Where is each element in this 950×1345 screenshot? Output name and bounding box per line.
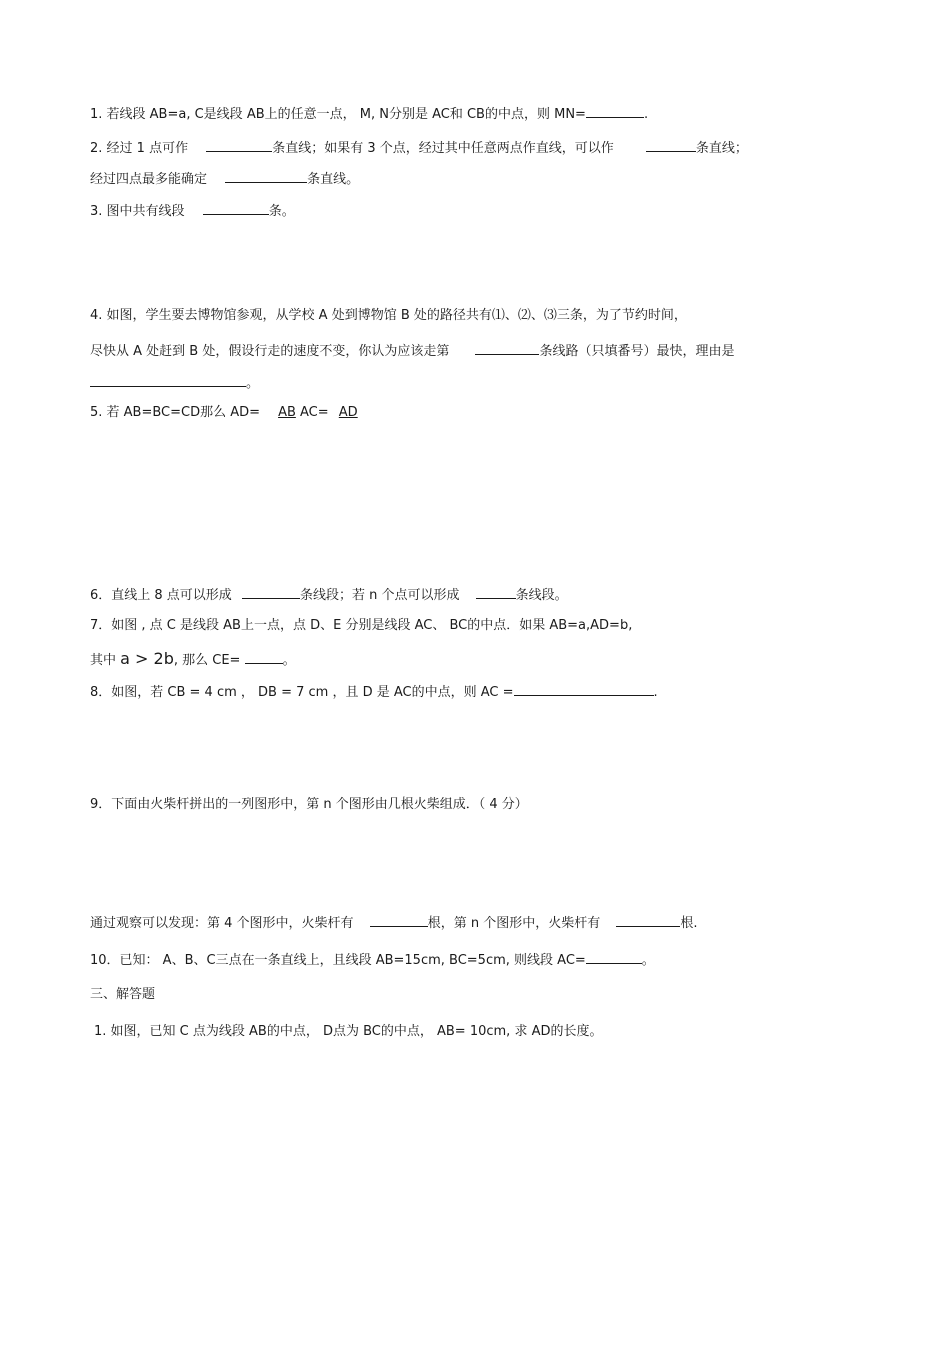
- q7-line2-a: 其中: [90, 653, 121, 668]
- q10-b: 。: [641, 953, 655, 968]
- q6-blank-1[interactable]: [242, 584, 300, 599]
- q10-blank[interactable]: [586, 949, 642, 964]
- q4-line2-b: 条线路（只填番号）最快，理由是: [539, 344, 735, 359]
- q8-tail: .: [653, 685, 658, 700]
- q3-a: 3. 图中共有线段: [90, 204, 185, 219]
- q5-b: AC=: [295, 405, 333, 420]
- q2-line1-a: 2. 经过 1 点可作: [90, 141, 189, 156]
- q9-text: 9．下面由火柴杆拼出的一列图形中，第 n 个图形由几根火柴组成．（ 4 分）: [90, 797, 528, 812]
- q4-line2-a: 尽快从 A 处赶到 B 处，假设行走的速度不变，你认为应该走第: [90, 344, 450, 359]
- q5-a: 5. 若 AB=BC=CD那么 AD=: [90, 405, 261, 420]
- obs-blank-1[interactable]: [370, 912, 428, 927]
- q2-blank-2[interactable]: [646, 137, 696, 152]
- q3-blank[interactable]: [203, 200, 269, 215]
- problem-1: [94, 1023, 603, 1041]
- q7-line1: [90, 617, 632, 635]
- q1-tail: .: [643, 107, 649, 122]
- q3: [90, 200, 295, 221]
- obs-blank-2[interactable]: [616, 912, 680, 927]
- q4-line1: [90, 307, 687, 325]
- q6-a: 6．直线上 8 点可以形成: [90, 588, 232, 603]
- q10: [90, 949, 655, 970]
- q6-b: 条线段；若 n 个点可以形成: [299, 588, 460, 603]
- q4-blank-1[interactable]: [475, 340, 539, 355]
- obs-a: 通过观察可以发现：第 4 个图形中，火柴杆有: [90, 916, 354, 931]
- q2-line2-b: 条直线。: [307, 172, 360, 187]
- q1-text: 1. 若线段 AB=a, C是线段 AB上的任意一点， M, N分别是 AC和 CB的中点，则 MN=: [90, 107, 586, 122]
- q2-line1: [90, 137, 748, 158]
- observation: [90, 912, 697, 933]
- q7-line2-c: 。: [282, 653, 296, 668]
- q2-blank-1[interactable]: [206, 137, 272, 152]
- q10-a: 10．已知： A、B、C三点在一条直线上，且线段 AB=15cm, BC=5cm, 则线段 AC=: [90, 953, 586, 968]
- q5-answer-1[interactable]: AB: [278, 405, 296, 420]
- q2-line1-c: 条直线；: [695, 141, 748, 156]
- q7-expression: a > 2b: [120, 649, 174, 668]
- q1: [90, 103, 648, 124]
- q3-b: 条。: [268, 204, 295, 219]
- q7-line1-text: 7．如图 , 点 C 是线段 AB上一点，点 D、E 分别是线段 AC、 BC的中点．如果 AB=a,AD=b,: [90, 618, 633, 633]
- q7-line2: [90, 649, 296, 670]
- obs-c: 根.: [680, 916, 698, 931]
- q7-line2-b: , 那么 CE=: [173, 653, 245, 668]
- q9: [90, 796, 528, 814]
- q6-c: 条线段。: [515, 588, 568, 603]
- q4-line2: [90, 340, 735, 361]
- section-3-title-text: 三、解答题: [90, 987, 156, 1002]
- q4-line3: [90, 372, 259, 393]
- q1-blank[interactable]: [586, 103, 644, 118]
- q8-blank[interactable]: [514, 681, 654, 696]
- q7-blank[interactable]: [245, 649, 283, 664]
- q2-line1-b: 条直线；如果有 3 个点，经过其中任意两点作直线，可以作: [272, 141, 614, 156]
- q4-line3-b: 。: [246, 376, 260, 391]
- q4-line1-text: 4. 如图，学生要去博物馆参观，从学校 A 处到博物馆 B 处的路径共有⑴、⑵、⑶三条，为了节约时间，: [90, 308, 687, 323]
- q6: [90, 584, 568, 605]
- q8: [90, 681, 658, 702]
- obs-b: 根，第 n 个图形中，火柴杆有: [427, 916, 601, 931]
- q5-answer-2[interactable]: AD: [338, 405, 358, 420]
- q2-line2-a: 经过四点最多能确定: [90, 172, 208, 187]
- problem-1-text: 1. 如图，已知 C 点为线段 AB的中点， D点为 BC的中点， AB= 10cm, 求 AD的长度。: [94, 1024, 603, 1039]
- q8-a: 8．如图，若 CB = 4 cm ， DB = 7 cm ，且 D 是 AC的中点，则 AC =: [90, 685, 514, 700]
- section-3-title: [90, 986, 155, 1004]
- q2-line2: [90, 168, 359, 189]
- q5: [90, 404, 372, 422]
- q4-blank-2[interactable]: [90, 372, 246, 387]
- q6-blank-2[interactable]: [476, 584, 516, 599]
- q2-blank-3[interactable]: [225, 168, 307, 183]
